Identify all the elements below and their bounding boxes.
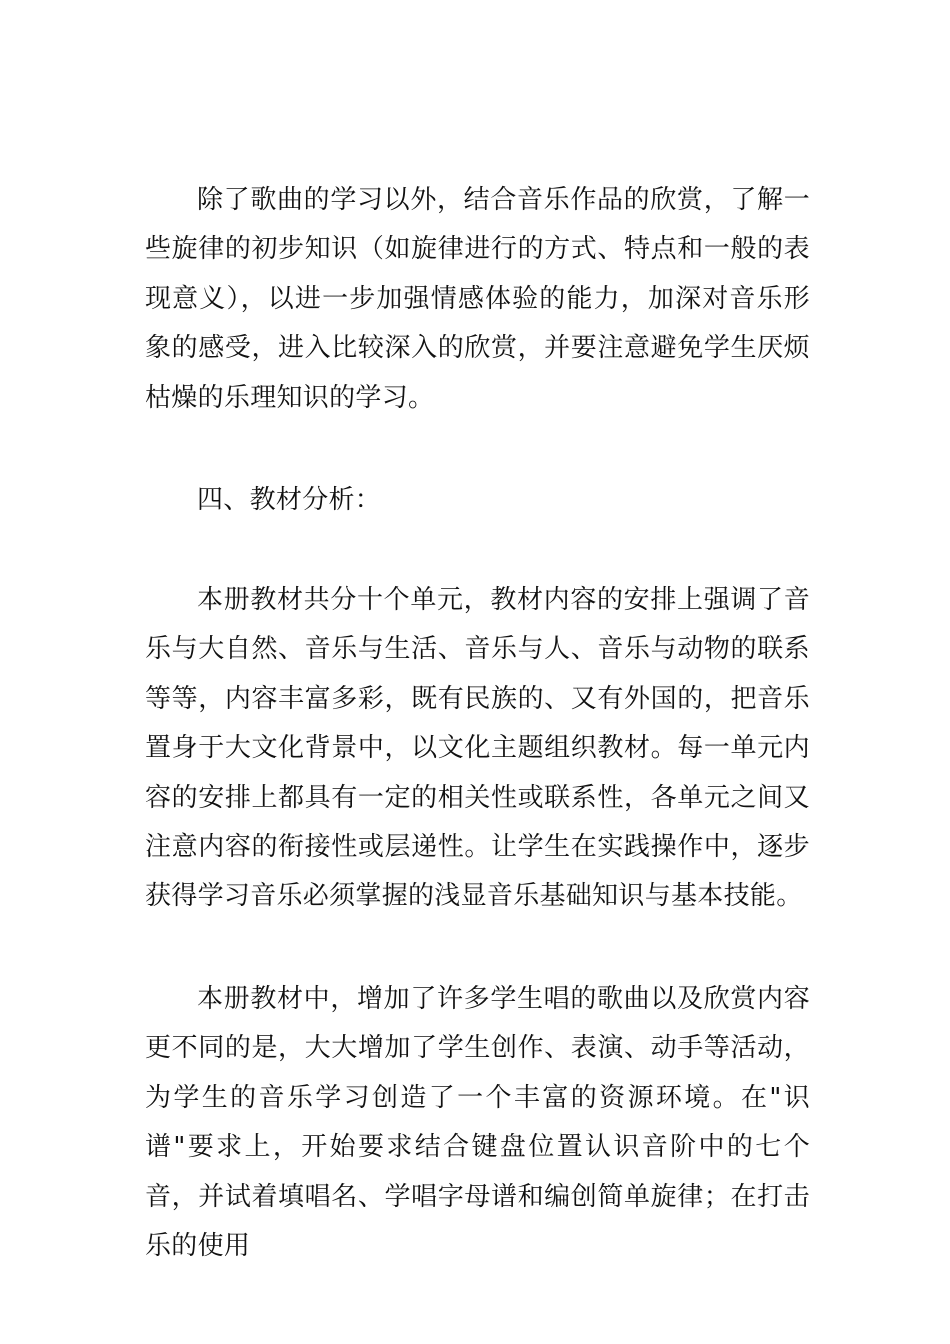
section-heading-textbook-analysis: 四、教材分析： xyxy=(197,485,382,515)
paragraph-melody-knowledge: 除了歌曲的学习以外，结合音乐作品的欣赏，了解一些旋律的初步知识（如旋律进行的方式、特点和一般的表现意义），以进一步加强情感体验的能力，加深对音乐形象的感受，进入比较深入的欣赏，并要注意避免学生厌烦枯燥的乐理知识的学习。 xyxy=(145,185,810,413)
paragraph-textbook-activities: 本册教材中，增加了许多学生唱的歌曲以及欣赏内容更不同的是，大大增加了学生创作、表演、动手等活动，为学生的音乐学习创造了一个丰富的资源环境。在"识谱"要求上，开始要求结合键盘位置认识音阶中的七个音，并试着填唱名、学唱字母谱和编创简单旋律；在打击乐的使用 xyxy=(145,984,810,1262)
paragraph-textbook-units: 本册教材共分十个单元，教材内容的安排上强调了音乐与大自然、音乐与生活、音乐与人、音乐与动物的联系等等，内容丰富多彩，既有民族的、又有外国的，把音乐置身于大文化背景中，以文化主题组织教材。每一单元内容的安排上都具有一定的相关性或联系性，各单元之间又注意内容的衔接性或层递性。让学生在实践操作中，逐步获得学习音乐必须掌握的浅显音乐基础知识与基本技能。 xyxy=(145,585,810,912)
